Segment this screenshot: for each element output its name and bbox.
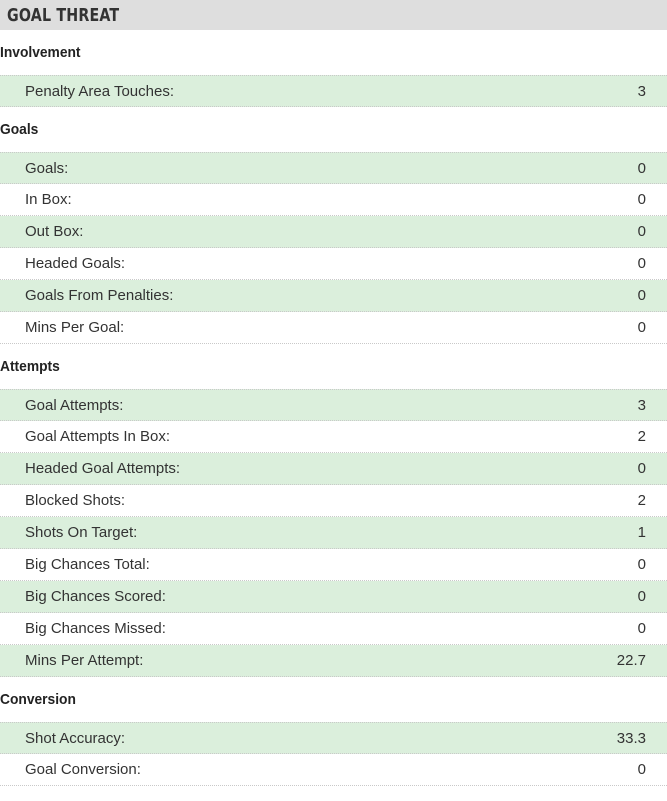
stat-label: Shots On Target:: [25, 524, 138, 541]
stat-label: Goal Attempts:: [25, 396, 124, 414]
stat-label: Shot Accuracy:: [25, 729, 126, 747]
stat-label: Out Box:: [25, 223, 84, 240]
stat-label: In Box:: [25, 191, 72, 208]
stat-row: [0, 645, 667, 677]
stat-row: [0, 389, 667, 421]
stat-row: [0, 280, 667, 312]
stat-value: 2: [637, 492, 646, 509]
stat-row: [0, 216, 667, 248]
stat-row: [0, 581, 667, 613]
stat-value: 3: [637, 82, 646, 100]
panel-title: GOAL THREAT: [7, 4, 120, 26]
stat-value: 0: [637, 255, 646, 272]
stat-label: Big Chances Scored:: [25, 588, 166, 605]
stat-row: [0, 613, 667, 645]
stat-row: [0, 754, 667, 786]
stat-row: [0, 453, 667, 485]
section-title-conversion: Conversion: [0, 691, 76, 708]
stat-value: 0: [637, 223, 646, 240]
stat-value: 0: [637, 556, 646, 573]
stat-value: 0: [637, 460, 646, 477]
stat-label: Penalty Area Touches:: [25, 82, 174, 100]
stat-value: 0: [637, 319, 646, 336]
stat-row: [0, 485, 667, 517]
stat-value: 3: [637, 396, 646, 414]
stat-value: 33.3: [616, 729, 646, 747]
stat-label: Blocked Shots:: [25, 492, 126, 509]
stat-value: 0: [637, 620, 646, 637]
stat-label: Goals From Penalties:: [25, 287, 174, 304]
stat-value: 2: [637, 428, 646, 445]
stat-label: Headed Goal Attempts:: [25, 460, 181, 477]
stat-label: Mins Per Goal:: [25, 319, 125, 336]
stat-value: 0: [637, 761, 646, 778]
section-title-attempts: Attempts: [0, 358, 60, 375]
stat-row: [0, 517, 667, 549]
stat-row: [0, 722, 667, 754]
stat-value: 0: [637, 191, 646, 208]
stat-row: [0, 312, 667, 344]
stat-label: Mins Per Attempt:: [25, 652, 144, 669]
stat-row: [0, 549, 667, 581]
stat-row: [0, 184, 667, 216]
stat-label: Goals:: [25, 159, 69, 177]
panel-header: [0, 0, 667, 30]
stat-value: 1: [637, 524, 646, 541]
section-title-goals: Goals: [0, 121, 39, 138]
stat-value: 0: [637, 588, 646, 605]
stats-sections: [0, 30, 667, 786]
stat-value: 22.7: [616, 652, 646, 669]
stat-row: [0, 421, 667, 453]
stat-label: Headed Goals:: [25, 255, 126, 272]
stat-value: 0: [637, 159, 646, 177]
stat-label: Goal Conversion:: [25, 761, 141, 778]
stat-label: Goal Attempts In Box:: [25, 428, 171, 445]
stat-label: Big Chances Total:: [25, 556, 150, 573]
stat-row: [0, 75, 667, 107]
stat-row: [0, 248, 667, 280]
stat-label: Big Chances Missed:: [25, 620, 166, 637]
section-title-involvement: Involvement: [0, 44, 81, 61]
stat-row: [0, 152, 667, 184]
stat-value: 0: [637, 287, 646, 304]
